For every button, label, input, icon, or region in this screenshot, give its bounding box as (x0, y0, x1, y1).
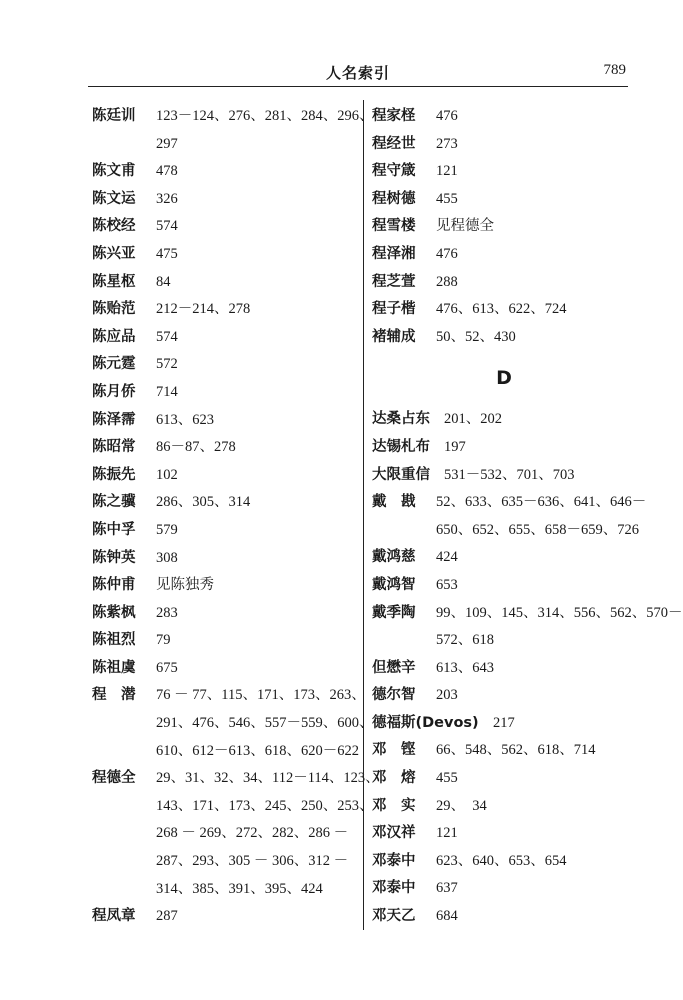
entry-pages: 476 (436, 245, 458, 262)
entry-pages: 714 (156, 383, 178, 400)
index-entry (92, 296, 360, 324)
index-entry (372, 462, 634, 490)
entry-name: 邓 实 (372, 797, 416, 814)
index-entry (372, 241, 634, 269)
index-entry (92, 765, 380, 903)
entry-pages: 326 (156, 190, 178, 207)
entry-pages: 212－214、278 (156, 301, 251, 318)
entry-name: 程经世 (372, 135, 416, 152)
entry-pages: 574 (156, 328, 178, 345)
entry-pages: 314、385、391、395、424 (156, 880, 323, 897)
entry-pages: 684 (436, 908, 458, 925)
entry-name: 陈紫枫 (92, 604, 136, 621)
entry-pages: 572 (156, 356, 178, 373)
index-entry (372, 765, 634, 793)
entry-pages: 623、640、653、654 (436, 852, 567, 869)
index-entry (92, 462, 360, 490)
index-entry (372, 544, 634, 572)
entry-pages: 455 (436, 770, 458, 787)
entry-pages: 579 (156, 521, 178, 538)
entry-name: 陈校经 (92, 218, 136, 235)
index-entry (92, 489, 360, 517)
entry-pages: 475 (156, 245, 178, 262)
index-entry (92, 351, 360, 379)
entry-pages: 572、618 (436, 632, 494, 649)
index-entry (372, 158, 634, 186)
index-entry (92, 103, 374, 158)
entry-name: 邓 铿 (372, 742, 416, 759)
entry-pages: 217 (493, 714, 515, 731)
entry-pages: 455 (436, 190, 458, 207)
index-entry (372, 434, 634, 462)
entry-pages: 286、305、314 (156, 494, 251, 511)
entry-name: 大限重信 (372, 466, 430, 483)
entry-pages: 见程德全 (436, 218, 494, 235)
entry-name: 程雪楼 (372, 218, 416, 235)
entry-name: 戴鸿慈 (372, 549, 416, 566)
entry-name: 戴季陶 (372, 604, 416, 621)
entry-name: 程树德 (372, 190, 416, 207)
entry-pages: 287 (156, 908, 178, 925)
entry-name: 德尔智 (372, 687, 416, 704)
entry-pages: 288 (436, 273, 458, 290)
entry-name: 陈振先 (92, 466, 136, 483)
entry-pages: 287、293、305 － 306、312 － (156, 853, 349, 870)
index-entry (92, 158, 360, 186)
entry-name: 邓泰中 (372, 880, 416, 897)
entry-name: 程 潜 (92, 687, 136, 704)
entry-name: 陈贻范 (92, 301, 136, 318)
entry-name: 陈星枢 (92, 273, 136, 290)
entry-pages: 653 (436, 576, 458, 593)
entry-name: 程子楷 (372, 301, 416, 318)
entry-name: 陈之骥 (92, 494, 136, 511)
entry-pages: 66、548、562、618、714 (436, 742, 596, 759)
entry-name: 达桑占东 (372, 411, 430, 428)
entry-name: 程守箴 (372, 163, 416, 180)
index-entry (372, 848, 634, 876)
entry-pages: 610、612－613、618、620－622 (156, 742, 359, 759)
entry-pages: 476 (436, 108, 458, 124)
index-entry (92, 241, 360, 269)
index-entry (92, 213, 360, 241)
index-entry (92, 269, 360, 297)
entry-pages: 见陈独秀 (156, 577, 214, 594)
entry-pages: 637 (436, 880, 458, 897)
entry-pages: 29、31、32、34、112－114、123、 (156, 770, 380, 787)
entry-pages: 273 (436, 135, 458, 152)
column-divider (363, 100, 364, 930)
entry-pages: 297 (156, 135, 178, 152)
entry-name: 陈钟英 (92, 549, 136, 566)
entry-name: 德福斯(Devos) (372, 714, 479, 731)
index-entry (372, 903, 634, 931)
index-entry (92, 324, 360, 352)
section-letter: D (496, 367, 512, 390)
entry-pages: 650、652、655、658－659、726 (436, 521, 639, 538)
index-entry (372, 213, 634, 241)
entry-name: 程家柽 (372, 108, 416, 124)
index-entry (372, 737, 634, 765)
entry-name: 陈廷训 (92, 108, 136, 124)
entry-pages: 197 (444, 438, 466, 455)
header-title: 人名索引 (325, 64, 390, 82)
entry-name: 邓汉祥 (372, 825, 416, 842)
index-entry (372, 489, 647, 544)
index-entry (372, 655, 634, 683)
index-entry (92, 186, 360, 214)
entry-pages: 99、109、145、314、556、562、570－ (436, 604, 683, 621)
entry-pages: 613、643 (436, 659, 494, 676)
entry-pages: 478 (156, 163, 178, 180)
entry-name: 程德全 (92, 770, 136, 787)
entry-name: 程凤章 (92, 908, 136, 925)
index-entry (372, 269, 634, 297)
entry-pages: 84 (156, 273, 171, 290)
index-entry (372, 296, 634, 324)
entry-name: 陈昭常 (92, 439, 136, 456)
entry-pages: 283 (156, 604, 178, 621)
index-column-right (372, 103, 683, 931)
index-entry (372, 324, 634, 352)
index-entry (372, 875, 634, 903)
entry-name: 陈文甫 (92, 163, 136, 180)
entry-pages: 121 (436, 825, 458, 842)
index-entry (372, 820, 634, 848)
index-entry (92, 655, 360, 683)
entry-pages: 424 (436, 549, 458, 566)
entry-name: 程泽湘 (372, 245, 416, 262)
entry-pages: 102 (156, 466, 178, 483)
entry-name: 邓 熔 (372, 770, 416, 787)
entry-pages: 476、613、622、724 (436, 301, 567, 318)
running-header (88, 56, 628, 87)
entry-pages: 613、623 (156, 411, 214, 428)
entry-pages: 203 (436, 687, 458, 704)
entry-pages: 52、633、635－636、641、646－ (436, 494, 647, 511)
index-entry (92, 627, 360, 655)
index-entry (92, 434, 360, 462)
entry-name: 戴鸿智 (372, 576, 416, 593)
entry-pages: 201、202 (444, 411, 502, 428)
entry-pages: 121 (436, 163, 458, 180)
entry-name: 但懋辛 (372, 659, 416, 676)
entry-name: 戴 戡 (372, 494, 416, 511)
entry-pages: 291、476、546、557－559、600、 (156, 715, 374, 732)
entry-name: 达锡札布 (372, 438, 430, 455)
index-entry (92, 682, 374, 765)
entry-pages: 308 (156, 549, 178, 566)
index-entry (92, 572, 360, 600)
entry-name: 陈祖烈 (92, 632, 136, 649)
entry-pages: 675 (156, 659, 178, 676)
entry-name: 程芝萱 (372, 273, 416, 290)
entry-name: 邓天乙 (372, 908, 416, 925)
entry-name: 陈月侨 (92, 383, 136, 400)
entry-pages: 123－124、276、281、284、296、 (156, 108, 374, 124)
entry-pages: 86－87、278 (156, 439, 236, 456)
index-entry (372, 406, 634, 434)
entry-name: 邓泰中 (372, 852, 416, 869)
index-entry (92, 379, 360, 407)
entry-name: 陈文运 (92, 190, 136, 207)
index-entry (372, 793, 634, 821)
entry-name: 陈仲甫 (92, 577, 136, 594)
page-number: 789 (603, 62, 626, 78)
entry-name: 陈应品 (92, 328, 136, 345)
index-entry (372, 710, 634, 738)
entry-pages: 268 － 269、272、282、286 － (156, 825, 349, 842)
entry-pages: 79 (156, 632, 171, 649)
index-entry (372, 186, 634, 214)
entry-name: 陈中孚 (92, 521, 136, 538)
index-entry (372, 131, 634, 159)
entry-pages: 531－532、701、703 (444, 466, 575, 483)
index-entry (372, 682, 634, 710)
index-entry (92, 545, 360, 573)
index-column-left (92, 103, 380, 931)
index-entry (92, 407, 360, 435)
entry-name: 陈元霆 (92, 356, 136, 373)
index-entry (372, 572, 634, 600)
entry-name: 陈兴亚 (92, 245, 136, 262)
index-entry (92, 903, 360, 931)
entry-pages: 574 (156, 218, 178, 235)
index-entry (92, 600, 360, 628)
index-entry (92, 517, 360, 545)
entry-pages: 50、52、430 (436, 328, 516, 345)
entry-name: 褚辅成 (372, 328, 416, 345)
entry-name: 陈泽霈 (92, 411, 136, 428)
entry-name: 陈祖虞 (92, 659, 136, 676)
entry-pages: 29、 34 (436, 797, 487, 814)
entry-pages: 143、171、173、245、250、253、 (156, 797, 374, 814)
index-entry (372, 600, 683, 655)
index-entry (372, 103, 634, 131)
entry-pages: 76 － 77、115、171、173、263、 (156, 687, 366, 704)
